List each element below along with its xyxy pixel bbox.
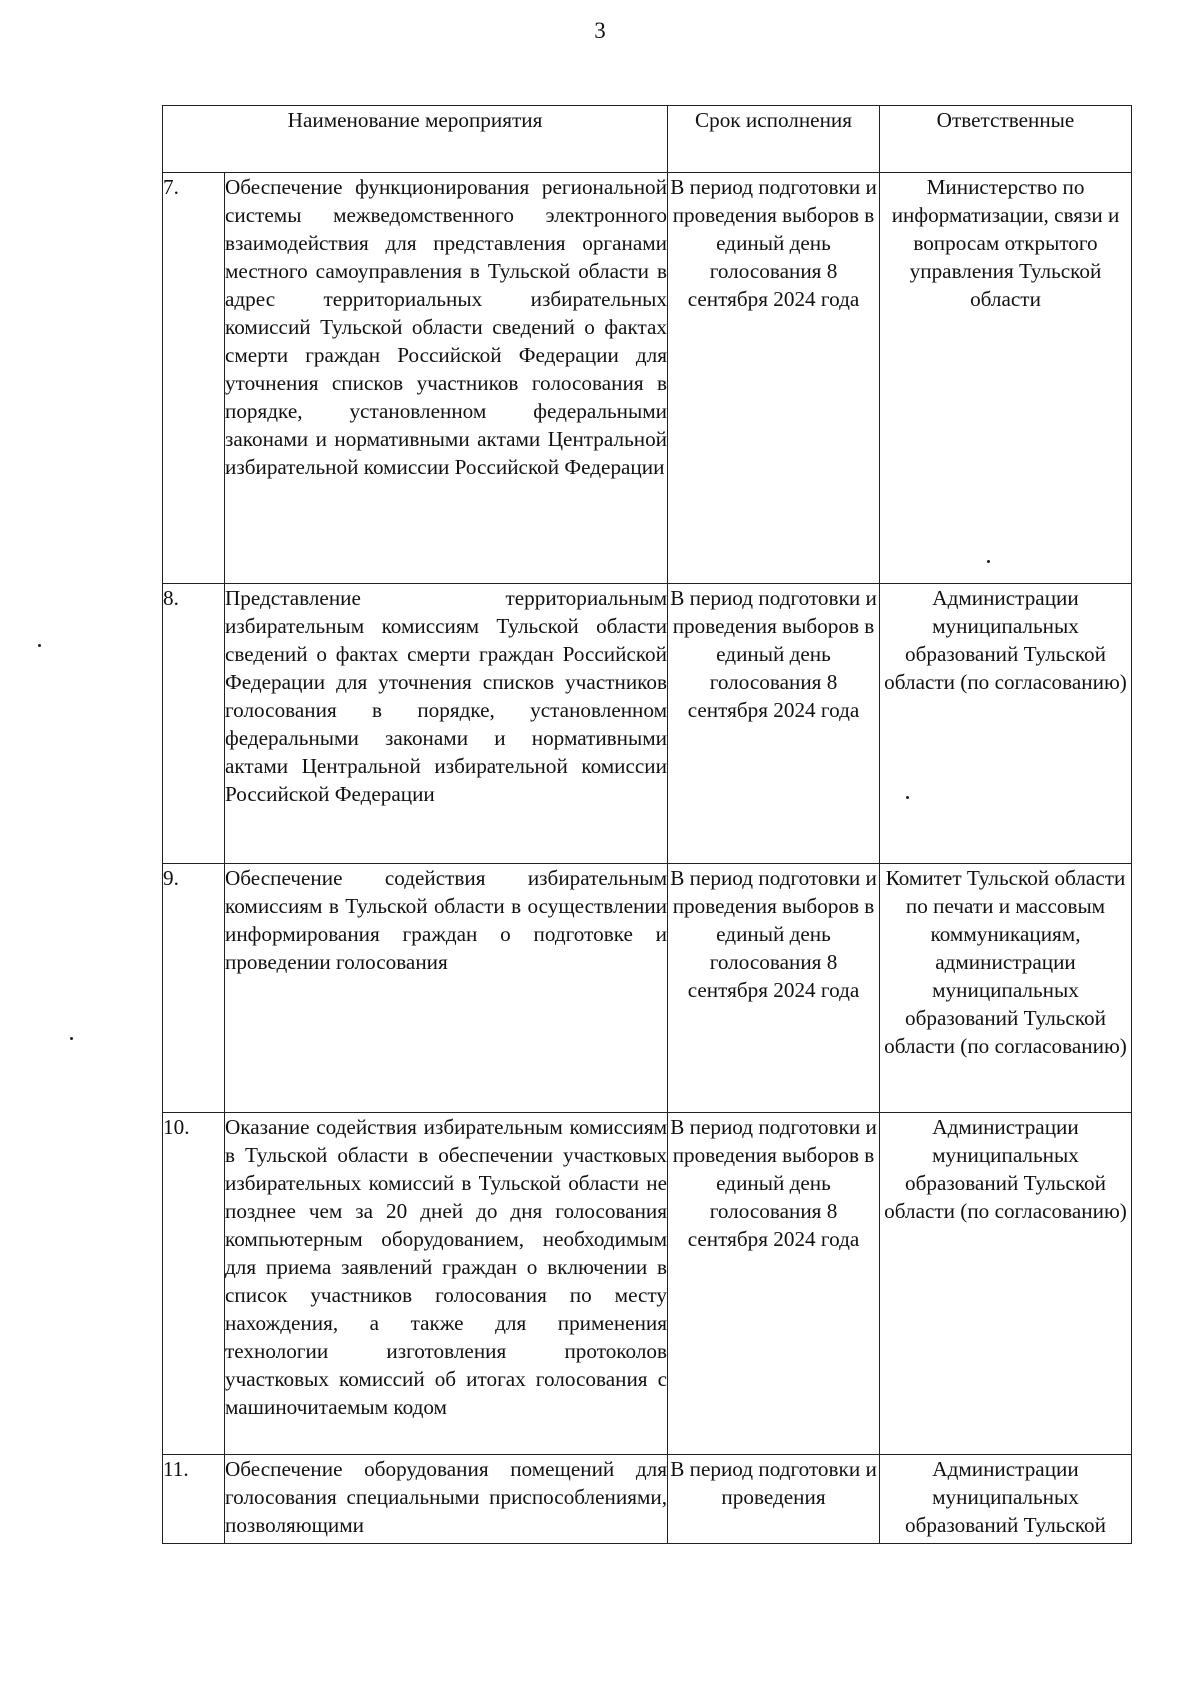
table-row xyxy=(163,1113,1132,1455)
event-responsible: Администрации муниципальных образований Тульской области (по согласованию) xyxy=(880,584,1132,864)
events-table xyxy=(162,105,1132,1544)
event-name: Обеспечение функционирования региональной системы межведомственного электронного взаимодействия для представления органами местного самоуправления в Тульской области в адрес территориальных избирательных комиссий Тульской области сведений о фактах смерти граждан Российской Федерации для уточнения списков участников голосования в порядке, установленном федеральными законами и нормативными актами Центральной избирательной комиссии Российской Федерации xyxy=(225,173,668,584)
table-row xyxy=(163,173,1132,584)
table-row xyxy=(163,584,1132,864)
scan-speck xyxy=(987,560,990,563)
event-responsible: Администрации муниципальных образований Тульской области (по согласованию) xyxy=(880,1113,1132,1455)
event-name: Оказание содействия избирательным комиссиям в Тульской области в обеспечении участковых избирательных комиссий в Тульской области не позднее чем за 20 дней до дня голосования компьютерным оборудованием, необходимым для приема заявлений граждан о включении в список участников голосования по месту нахождения, а также для применения технологии изготовления протоколов участковых комиссий об итогах голосования с машиночитаемым кодом xyxy=(225,1113,668,1455)
table-row xyxy=(163,864,1132,1113)
scan-speck xyxy=(38,644,41,647)
event-responsible: Администрации муниципальных образований Тульской xyxy=(880,1455,1132,1544)
event-name: Представление территориальным избирательным комиссиям Тульской области сведений о фактах смерти граждан Российской Федерации для уточнения списков участников голосования в порядке, установленном федеральными законами и нормативными актами Центральной избирательной комиссии Российской Федерации xyxy=(225,584,668,864)
row-number: 7. xyxy=(163,173,225,584)
scan-speck xyxy=(906,796,909,799)
event-responsible: Комитет Тульской области по печати и массовым коммуникациям, администрации муниципальных образований Тульской области (по согласованию) xyxy=(880,864,1132,1113)
scan-speck xyxy=(70,1037,73,1040)
header-term: Срок исполнения xyxy=(668,106,880,173)
event-term: В период подготовки и проведения xyxy=(668,1455,880,1544)
table-row xyxy=(163,1455,1132,1544)
event-term: В период подготовки и проведения выборов в единый день голосования 8 сентября 2024 года xyxy=(668,864,880,1113)
header-responsible: Ответственные xyxy=(880,106,1132,173)
row-number: 11. xyxy=(163,1455,225,1544)
table-header-row xyxy=(163,106,1132,173)
event-term: В период подготовки и проведения выборов в единый день голосования 8 сентября 2024 года xyxy=(668,173,880,584)
event-name: Обеспечение оборудования помещений для голосования специальными приспособлениями, позволяющими xyxy=(225,1455,668,1544)
row-number: 10. xyxy=(163,1113,225,1455)
event-name: Обеспечение содействия избирательным комиссиям в Тульской области в осуществлении информирования граждан о подготовке и проведении голосования xyxy=(225,864,668,1113)
event-term: В период подготовки и проведения выборов в единый день голосования 8 сентября 2024 года xyxy=(668,1113,880,1455)
event-responsible: Министерство по информатизации, связи и вопросам открытого управления Тульской области xyxy=(880,173,1132,584)
row-number: 8. xyxy=(163,584,225,864)
header-name: Наименование мероприятия xyxy=(163,106,668,173)
event-term: В период подготовки и проведения выборов в единый день голосования 8 сентября 2024 года xyxy=(668,584,880,864)
page-number: 3 xyxy=(594,18,606,43)
row-number: 9. xyxy=(163,864,225,1113)
